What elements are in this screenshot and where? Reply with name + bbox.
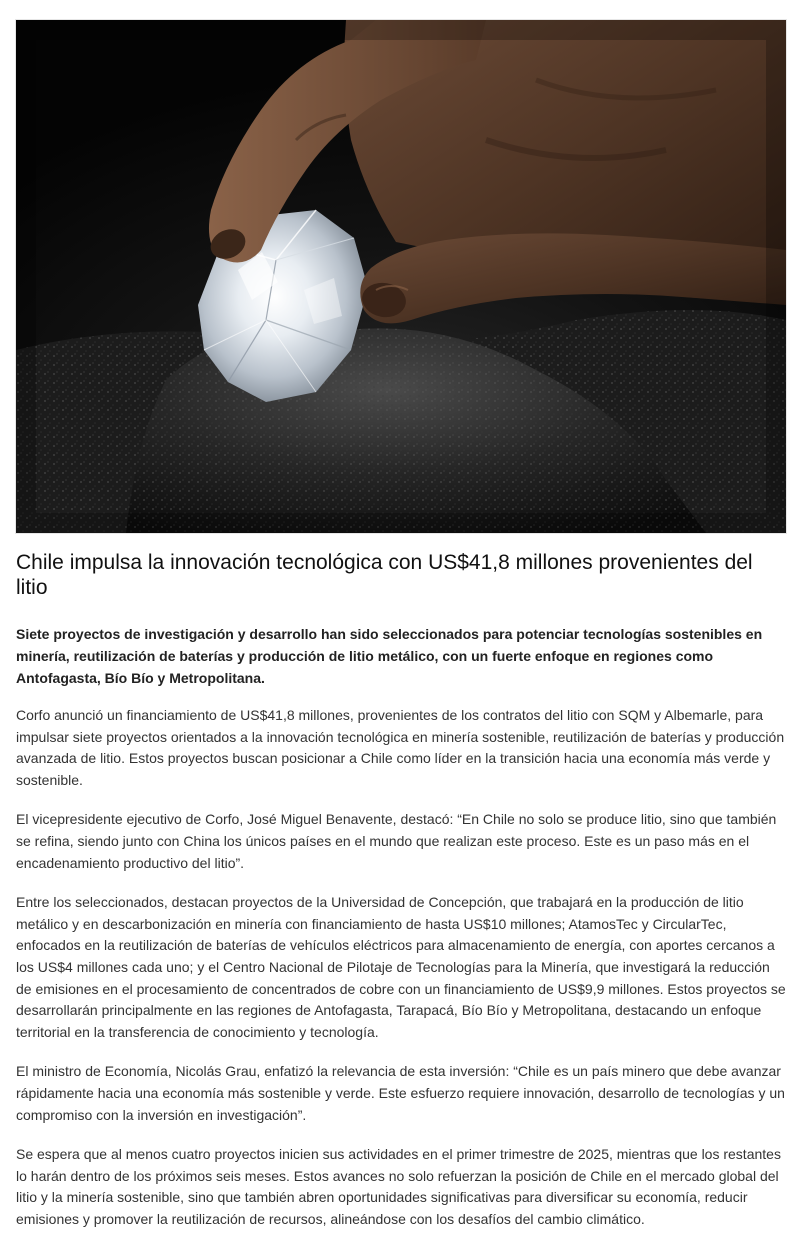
article-body <box>16 705 786 1248</box>
article-paragraph: Corfo anunció un financiamiento de US$41,8 millones, provenientes de los contratos del litio con SQM y Albemarle, para impulsar siete proyectos orientados a la innovación tecnológica en minería sostenible, reutilización de baterías y producción avanzada de litio. Estos proyectos buscan posicionar a Chile como líder en la transición hacia una economía más verde y sostenible. <box>16 707 785 788</box>
hero-image <box>16 20 786 533</box>
article-paragraph: El vicepresidente ejecutivo de Corfo, José Miguel Benavente, destacó: “En Chile no solo se produce litio, sino que también se refina, siendo junto con China los únicos países en el mundo que realizan este proceso. Este es un paso más en el encadenamiento productivo del litio”. <box>16 811 777 871</box>
article-headline: Chile impulsa la innovación tecnológica con US$41,8 millones provenientes del litio <box>16 551 753 599</box>
article-lead: Siete proyectos de investigación y desarrollo han sido seleccionados para potenciar tecnologías sostenibles en minería, reutilización de baterías y producción de litio metálico, con un fuerte enfoque en regiones como Antofagasta, Bío Bío y Metropolitana. <box>16 626 763 686</box>
article-paragraph: El ministro de Economía, Nicolás Grau, enfatizó la relevancia de esta inversión: “Chile es un país minero que debe avanzar rápidamente hacia una economía más sostenible y verde. Este esfuerzo requiere innovación, desarrollo de tecnologías y un compromiso con la inversión en investigación”. <box>16 1063 785 1123</box>
hand-holding-crystal-photo <box>16 20 786 533</box>
article-paragraph: Se espera que al menos cuatro proyectos inicien sus actividades en el primer trimestre de 2025, mientras que los restantes lo harán dentro de los próximos seis meses. Estos avances no solo refuerzan la posición de Chile en el mercado global del litio y la minería sostenible, sino que también abren oportunidades significativas para diversificar su economía, reducir emisiones y promover la reutilización de recursos, alineándose con los desafíos del cambio climático. <box>16 1146 781 1227</box>
article-paragraph: Entre los seleccionados, destacan proyectos de la Universidad de Concepción, que trabajará en la producción de litio metálico y en descarbonización en minería con financiamiento de hasta US$10 millones; AtamosTec y CircularTec, enfocados en la reutilización de baterías de vehículos eléctricos para almacenamiento de energía, con aportes cercanos a los US$4 millones cada uno; y el Centro Nacional de Pilotaje de Tecnologías para la Minería, que investigará la reducción de emisiones en el procesamiento de concentrados de cobre con un financiamiento de US$9,9 millones. Estos proyectos se desarrollarán principalmente en las regiones de Antofagasta, Tarapacá, Bío Bío y Metropolitana, destacando un enfoque territorial en la transferencia de conocimiento y tecnología. <box>16 894 786 1040</box>
